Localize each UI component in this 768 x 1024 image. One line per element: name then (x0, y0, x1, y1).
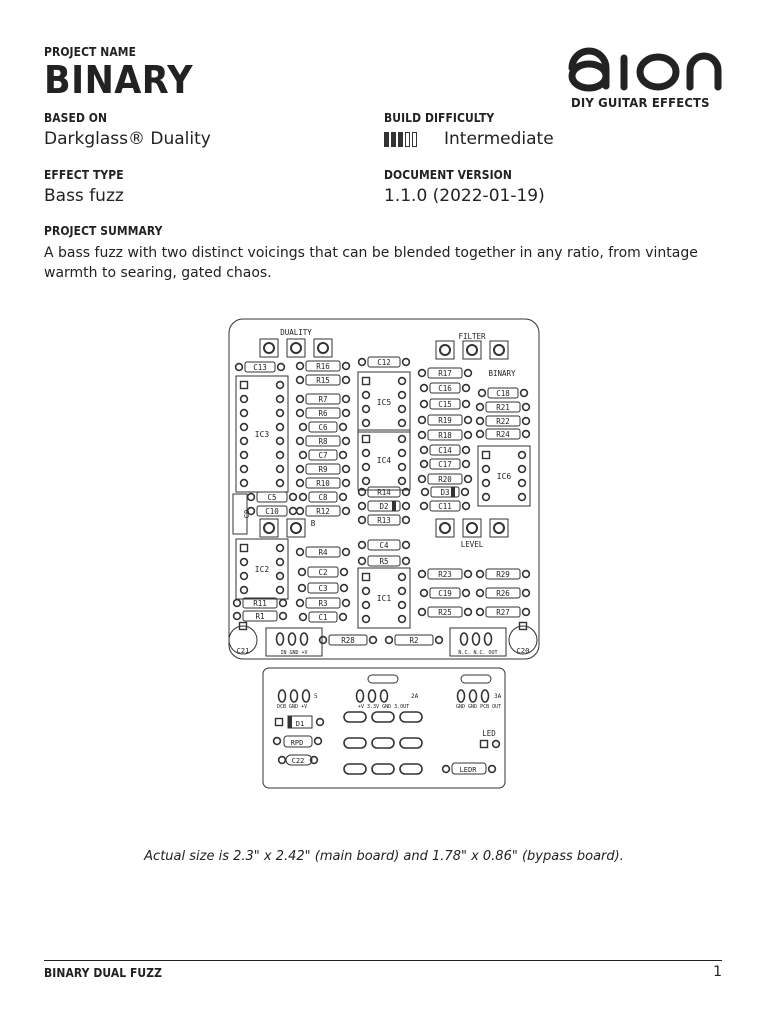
part-label: C17 (438, 460, 452, 469)
bypass-left-connector-label: DCB GND +V (277, 704, 308, 710)
part-label: R5 (379, 557, 389, 566)
in-connector-label: IN GND +V (280, 650, 308, 656)
part-label: C13 (253, 363, 267, 372)
part-label: C12 (377, 358, 391, 367)
part-label: R22 (496, 417, 510, 426)
part-label: C16 (438, 384, 452, 393)
part-label: R9 (318, 465, 328, 474)
part-label: C7 (318, 451, 328, 460)
bypass-right-pin-label: 3A (494, 693, 502, 700)
build-difficulty-label: BUILD DIFFICULTY (384, 110, 495, 125)
ledr-label: LEDR (459, 766, 477, 774)
part-label: C5 (267, 493, 277, 502)
ic-label: IC6 (496, 472, 512, 481)
part-label: R23 (438, 570, 452, 579)
part-label: C9 (243, 509, 251, 519)
based-on-label: BASED ON (44, 110, 108, 125)
part-label: R27 (496, 608, 510, 617)
part-label: R26 (496, 589, 510, 598)
part-label: C19 (438, 589, 452, 598)
part-label: R10 (316, 479, 330, 488)
ic-label: IC3 (254, 430, 270, 439)
part-label: R24 (496, 430, 510, 439)
project-name-label: PROJECT NAME (44, 44, 136, 59)
difficulty-segment (412, 132, 417, 147)
part-label: R7 (318, 395, 328, 404)
c22-label: C22 (291, 757, 305, 765)
part-label: R29 (496, 570, 510, 579)
document-version-label: DOCUMENT VERSION (384, 167, 512, 182)
c20-label: C20 (516, 647, 530, 655)
part-label: C14 (438, 446, 452, 455)
ic-label: IC1 (376, 594, 392, 603)
filter-label: FILTER (458, 332, 486, 341)
part-label: R14 (377, 488, 391, 497)
bypass-right-connector-label: GND GND PCB OUT (456, 704, 502, 710)
part-label: C2 (318, 568, 328, 577)
aion-logo (566, 46, 726, 96)
part-label: C1 (318, 613, 328, 622)
actual-size-caption: Actual size is 2.3" x 2.42" (main board) and 1.78" x 0.86" (bypass board). (144, 849, 624, 864)
part-label: C3 (318, 584, 328, 593)
ic-label: IC5 (376, 398, 392, 407)
level-label: LEVEL (460, 540, 484, 549)
led-label: LED (482, 729, 496, 738)
ic-label: IC4 (376, 456, 392, 465)
project-summary-label: PROJECT SUMMARY (44, 223, 163, 238)
part-label: R16 (316, 362, 330, 371)
difficulty-meter (384, 132, 417, 148)
build-difficulty-value: Intermediate (444, 129, 554, 149)
part-label: R15 (316, 376, 330, 385)
part-label: C18 (496, 389, 510, 398)
part-label: C4 (379, 541, 389, 550)
part-label: R3 (318, 599, 328, 608)
logo-tagline: DIY GUITAR EFFECTS (571, 95, 710, 110)
part-label: R19 (438, 416, 452, 425)
based-on-value: Darkglass® Duality (44, 129, 211, 149)
part-label: R28 (341, 636, 355, 645)
part-label: D2 (379, 502, 389, 511)
footer-title: BINARY DUAL FUZZ (44, 965, 163, 980)
out-connector-label: N.C. N.C. OUT (458, 650, 498, 656)
project-title: BINARY (44, 58, 194, 102)
part-label: C15 (438, 400, 452, 409)
duality-label: DUALITY (280, 328, 312, 337)
bypass-left-pin-label: 5 (314, 693, 318, 700)
part-label: R17 (438, 369, 452, 378)
part-label: R1 (255, 612, 265, 621)
main-board (229, 319, 539, 659)
part-label: R11 (253, 599, 267, 608)
part-label: R25 (438, 608, 452, 617)
footer-rule (44, 960, 722, 961)
difficulty-segment (405, 132, 410, 147)
part-label: R8 (318, 437, 328, 446)
difficulty-segment (384, 132, 389, 147)
part-label: R21 (496, 403, 510, 412)
ic-label: IC2 (254, 565, 270, 574)
effect-type-label: EFFECT TYPE (44, 167, 124, 182)
binary-label: BINARY (488, 369, 516, 378)
page-number: 1 (713, 964, 722, 980)
project-summary-text: A bass fuzz with two distinct voicings that can be blended together in any ratio, from vintage warmth to searing, gated chaos. (44, 245, 698, 281)
pcb-layout-diagram (226, 316, 542, 792)
part-label: C10 (265, 507, 279, 516)
bypass-mid-pin-label: 2A (411, 693, 419, 700)
part-label: R18 (438, 431, 452, 440)
part-label: R13 (377, 516, 391, 525)
part-label: C11 (438, 502, 452, 511)
part-label: C8 (318, 493, 328, 502)
part-label: R4 (318, 548, 328, 557)
difficulty-segment (398, 132, 403, 147)
part-label: D3 (440, 488, 450, 497)
blend-label: B (310, 519, 316, 528)
difficulty-segment (391, 132, 396, 147)
document-version-value: 1.1.0 (2022-01-19) (384, 186, 545, 206)
rpd-label: RPD (290, 739, 304, 747)
effect-type-value: Bass fuzz (44, 186, 124, 206)
part-label: R2 (409, 636, 419, 645)
bypass-board (263, 668, 505, 788)
part-label: C6 (318, 423, 328, 432)
bypass-mid-connector-label: +V 3.3V GND 3.OUT (358, 704, 410, 710)
part-label: R12 (316, 507, 330, 516)
part-label: R6 (318, 409, 328, 418)
d1-label: D1 (295, 720, 305, 728)
part-label: R20 (438, 475, 452, 484)
c21-label: C21 (236, 647, 250, 655)
